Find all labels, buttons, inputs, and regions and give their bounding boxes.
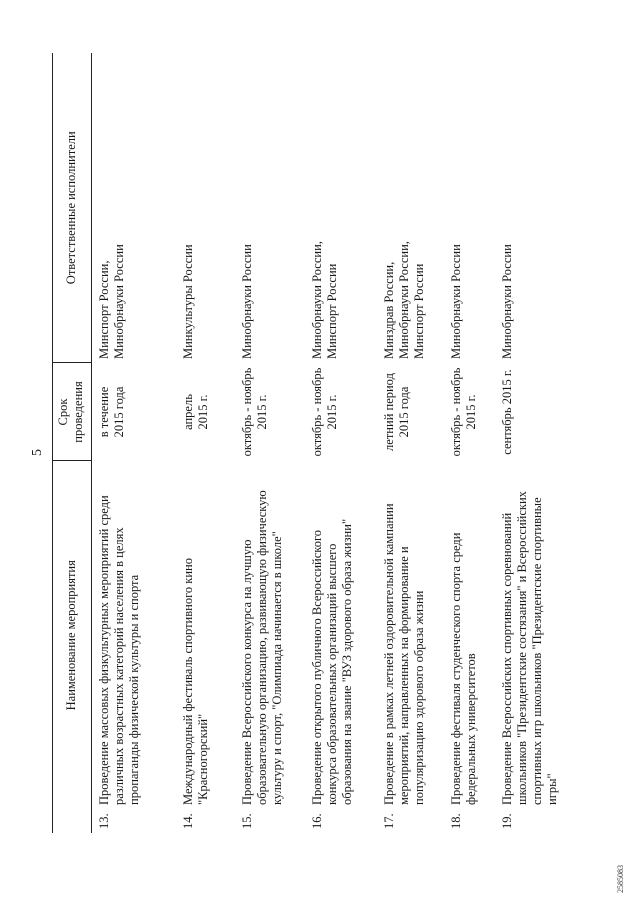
row-number: 19. xyxy=(499,813,514,829)
event-term: октябрь - ноябрь 2015 г. xyxy=(448,367,478,457)
page-number: 5 xyxy=(30,449,45,456)
events-table xyxy=(52,53,562,833)
event-term: летний период 2015 года xyxy=(381,373,411,451)
table-row xyxy=(91,53,176,833)
event-responsible: Минздрав России, Минобрнауки России, Минспорт России xyxy=(381,241,426,359)
table-header-row xyxy=(53,53,92,833)
event-term: апрель 2015 г. xyxy=(180,394,210,430)
row-number: 17. xyxy=(381,813,396,829)
event-term: октябрь - ноябрь 2015 г. xyxy=(239,367,269,457)
table-row xyxy=(377,53,444,833)
table-row xyxy=(176,53,235,833)
header-name: Наименование мероприятия xyxy=(53,461,92,809)
event-name: Международный фестиваль спортивного кино "Красногорский" xyxy=(180,558,210,805)
event-name: Проведение Всероссийских спортивных соревнований школьников "Президентские состязания" и Всероссийских спортивных игр школьников "Президентские спортивные игры" xyxy=(499,491,560,805)
event-term: октябрь - ноябрь 2015 г. xyxy=(309,367,339,457)
event-term: сентябрь 2015 г. xyxy=(499,369,514,455)
row-number: 18. xyxy=(448,813,463,829)
document-id: 2585083 xyxy=(616,865,625,893)
event-name: Проведение в рамках летней оздоровительной кампании мероприятий, направленных на формирование и популяризацию здорового образа жизни xyxy=(381,503,426,805)
row-number: 13. xyxy=(96,813,111,829)
event-name: Проведение фестиваля студенческого спорта среди федеральных университетов xyxy=(448,532,478,805)
table-row xyxy=(305,53,377,833)
header-responsible: Ответственные исполнители xyxy=(53,53,92,363)
table-row xyxy=(495,53,562,833)
event-responsible: Минобрнауки России xyxy=(448,244,463,359)
row-number: 16. xyxy=(309,813,324,829)
event-name: Проведение Всероссийского конкурса на лучшую образовательную организацию, развивающую физическую культуру и спорт, "Олимпиада начинается в школе" xyxy=(239,490,284,805)
event-name: Проведение открытого публичного Всероссийского конкурса образовательных организаций высшего образования на звание "ВУЗ здорового образа жизни" xyxy=(309,518,354,805)
event-responsible: Минобрнауки России, Минспорт России xyxy=(309,241,339,359)
table-row xyxy=(235,53,305,833)
event-name: Проведение массовых физкультурных мероприятий среди различных возрастных категорий населения в целях пропаганды физической культуры и спорта xyxy=(96,495,141,805)
event-responsible: Минспорт России, Минобрнауки России xyxy=(96,244,126,359)
event-responsible: Минобрнауки России xyxy=(499,244,514,359)
event-term: в течение 2015 года xyxy=(96,386,126,438)
row-number: 15. xyxy=(239,813,254,829)
row-number: 14. xyxy=(180,813,195,829)
header-term: Срок проведения xyxy=(53,363,92,461)
header-num xyxy=(53,809,92,833)
event-responsible: Минкультуры России xyxy=(180,244,195,359)
event-responsible: Минобрнауки России xyxy=(239,244,254,359)
table-row xyxy=(444,53,495,833)
